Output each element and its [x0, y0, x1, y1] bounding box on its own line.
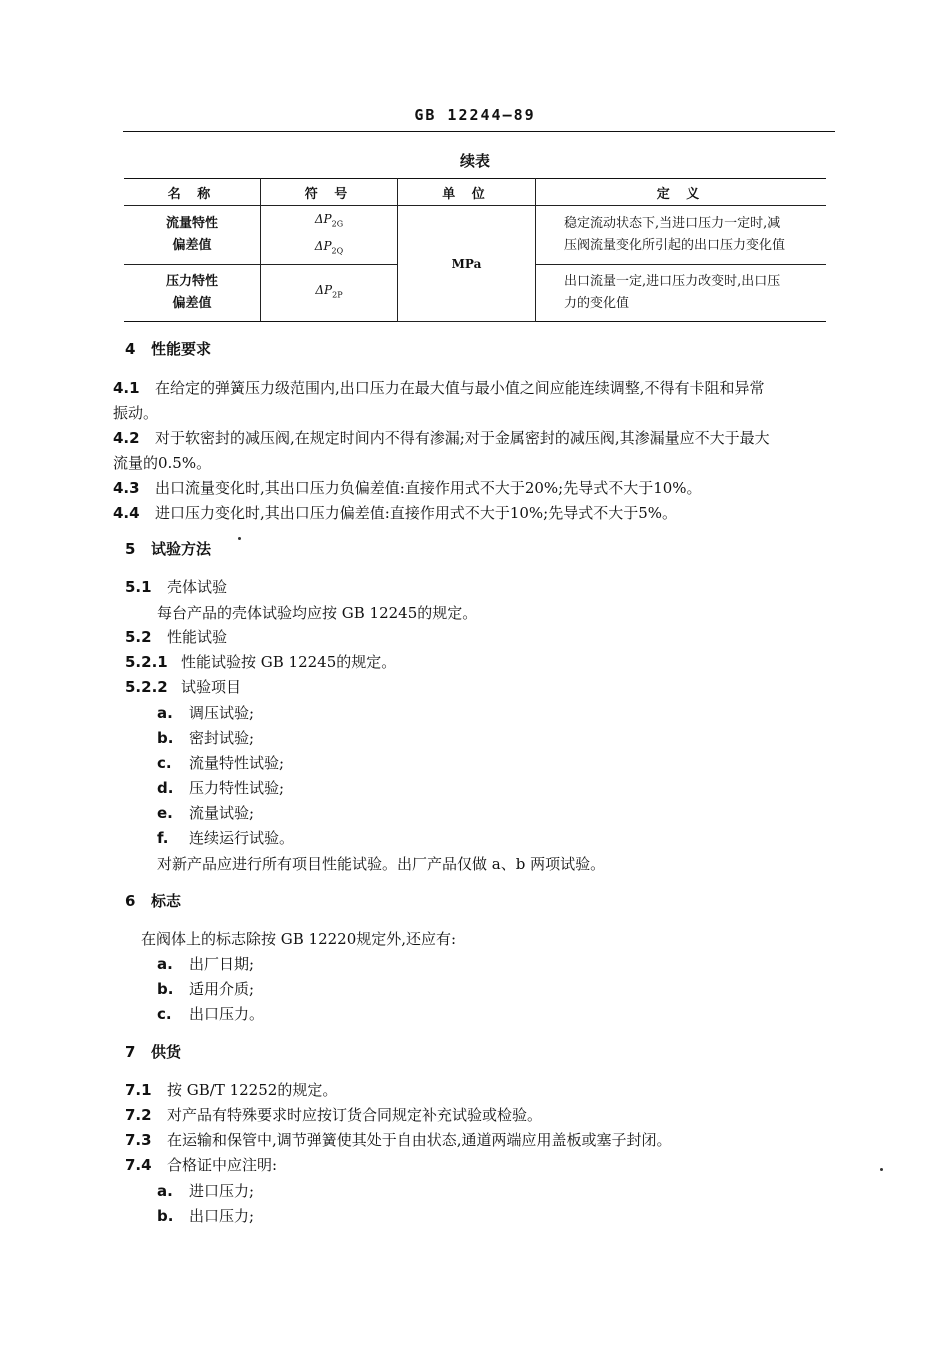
cell-name: 压力特性 偏差值	[124, 265, 261, 322]
clause-7-1: 7.1 按 GB/T 12252的规定。	[125, 1081, 338, 1099]
standard-code-header: GB 12244—89	[414, 106, 536, 124]
list-item: b. 适用介质;	[157, 980, 255, 998]
section-5-heading: 5 试验方法	[125, 540, 212, 558]
clause-4-1: 4.1 在给定的弹簧压力级范围内,出口压力在最大值与最小值之间应能连续调整,不得有卡阻和异常 振动。	[113, 379, 765, 422]
scan-speck	[238, 537, 241, 540]
header-rule	[123, 131, 835, 132]
clause-5-2-1: 5.2.1 性能试验按 GB 12245的规定。	[125, 653, 397, 671]
section-7-heading: 7 供货	[125, 1043, 182, 1061]
list-item: c. 流量特性试验;	[157, 754, 285, 772]
section-6-heading: 6 标志	[125, 892, 182, 910]
cell-symbol: $\Delta P_{2P}$	[261, 265, 398, 322]
clause-5-note: 对新产品应进行所有项目性能试验。出厂产品仅做 a、b 两项试验。	[157, 855, 606, 873]
clause-4-4: 4.4 进口压力变化时,其出口压力偏差值:直接作用式不大于10%;先导式不大于5%。	[113, 504, 678, 522]
section-6-intro: 在阀体上的标志除按 GB 12220规定外,还应有:	[141, 930, 457, 948]
clause-5-1: 5.1 壳体试验	[125, 578, 228, 596]
cell-unit: MPa	[398, 206, 536, 322]
column-header-symbol: 符 号	[261, 179, 398, 206]
list-item: a. 调压试验;	[157, 704, 255, 722]
clause-5-2: 5.2 性能试验	[125, 628, 228, 646]
cell-definition: 稳定流动状态下,当进口压力一定时,减 压阀流量变化所引起的出口压力变化值	[536, 206, 827, 265]
list-item: d. 压力特性试验;	[157, 779, 285, 797]
list-item: a. 出厂日期;	[157, 955, 255, 973]
column-header-definition: 定 义	[536, 179, 827, 206]
table-row	[124, 206, 826, 265]
section-4-heading: 4 性能要求	[125, 340, 212, 358]
column-header-unit: 单 位	[398, 179, 536, 206]
clause-5-2-2: 5.2.2 试验项目	[125, 678, 242, 696]
table-caption: 续表	[459, 152, 490, 170]
column-header-name: 名 称	[124, 179, 261, 206]
list-item: b. 出口压力;	[157, 1207, 255, 1225]
clause-7-3: 7.3 在运输和保管中,调节弹簧使其处于自由状态,通道两端应用盖板或塞子封闭。	[125, 1131, 672, 1149]
clause-4-2: 4.2 对于软密封的减压阀,在规定时间内不得有渗漏;对于金属密封的减压阀,其渗漏量应不大于最大 流量的0.5%。	[113, 429, 770, 472]
cell-definition: 出口流量一定,进口压力改变时,出口压 力的变化值	[536, 265, 827, 322]
list-item: a. 进口压力;	[157, 1182, 255, 1200]
clause-5-1-text: 每台产品的壳体试验均应按 GB 12245的规定。	[157, 604, 478, 622]
cell-symbol: $\Delta P_{2G}$ $\Delta P_{2Q}$	[261, 206, 398, 265]
cell-name: 流量特性 偏差值	[124, 206, 261, 265]
clause-7-4: 7.4 合格证中应注明:	[125, 1156, 278, 1174]
definition-table	[124, 178, 826, 322]
list-item: c. 出口压力。	[157, 1005, 265, 1023]
list-item: b. 密封试验;	[157, 729, 255, 747]
scan-speck	[880, 1168, 883, 1171]
list-item: e. 流量试验;	[157, 804, 255, 822]
clause-7-2: 7.2 对产品有特殊要求时应按订货合同规定补充试验或检验。	[125, 1106, 543, 1124]
clause-4-3: 4.3 出口流量变化时,其出口压力负偏差值:直接作用式不大于20%;先导式不大于10%。	[113, 479, 702, 497]
list-item: f. 连续运行试验。	[157, 829, 295, 847]
